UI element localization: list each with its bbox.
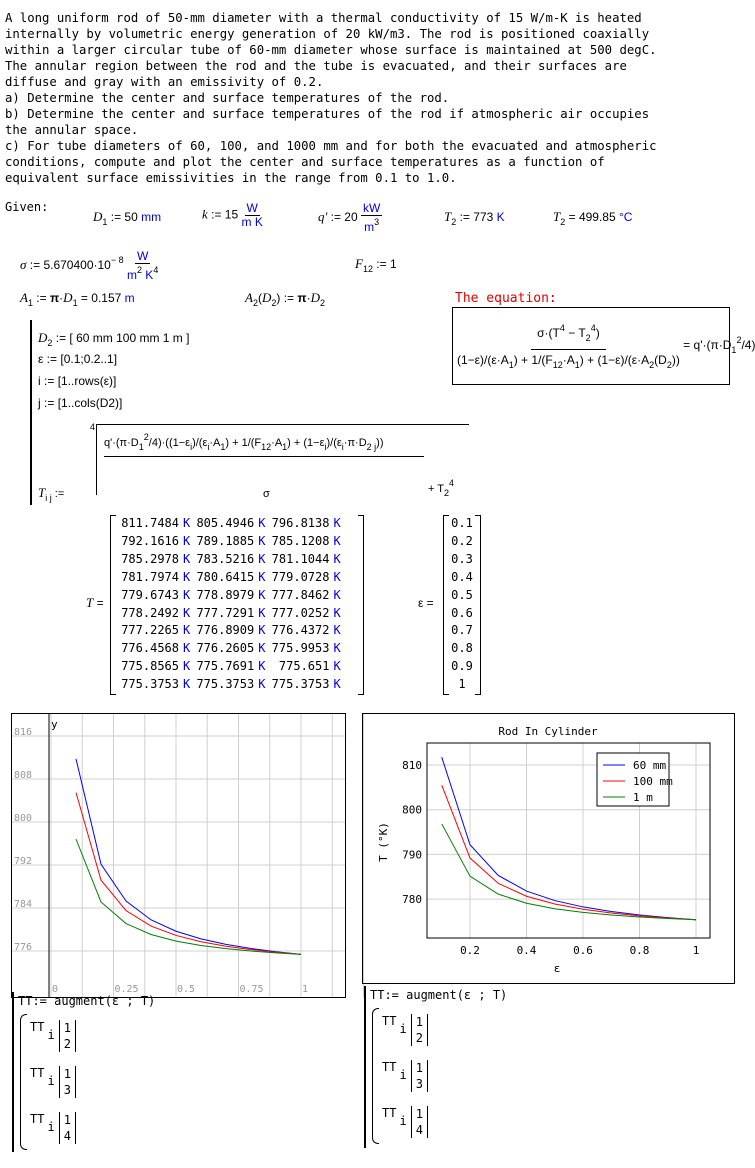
program-brace <box>20 1014 27 1150</box>
y-axis-label: y <box>51 718 58 731</box>
eps-cell: 0.6 <box>451 605 473 620</box>
problem-line: the annular space. <box>5 123 139 137</box>
index-1: 1 <box>63 1021 71 1035</box>
matrix-row <box>114 587 360 605</box>
program-brace <box>372 1008 379 1144</box>
matrix-cell: 779.0728 <box>271 569 330 584</box>
y-tick-label: 780 <box>402 893 422 907</box>
matrix-row <box>114 515 360 533</box>
series-line-2 <box>76 839 301 954</box>
matrix-cell: 781.7974 <box>121 569 179 584</box>
i-index: i <box>399 1068 407 1082</box>
unit-k: K <box>183 659 191 674</box>
problem-line: The annular region between the rod and the tube is evacuated, and their surfaces are <box>5 59 627 73</box>
x-tick-label: 0.6 <box>573 944 593 957</box>
given-f12: $F_{12}$ := 1 <box>355 256 397 274</box>
equation-label: The equation: <box>455 291 557 306</box>
unit-k: K <box>183 587 191 602</box>
augment-column-expr <box>382 1060 428 1092</box>
given-a1: $A_1$ := $\pi\cdot D_1 = 0.157$ m <box>20 290 135 308</box>
index-1: 1 <box>415 1061 423 1075</box>
x-tick-label: 0.5 <box>177 984 196 995</box>
problem-line: diffuse and gray with an emissivity of 0.2. <box>5 75 324 89</box>
problem-line: b) Determine the center and surface temperatures of the rod if atmospheric air occupies <box>5 107 650 121</box>
problem-line: a) Determine the center and surface temperatures of the rod. <box>5 91 450 105</box>
matrix-row <box>114 658 360 676</box>
matrix-row <box>114 533 360 551</box>
index-1: 1 <box>63 1067 71 1081</box>
unit-k: K <box>183 516 191 530</box>
matrix-row <box>114 605 360 623</box>
unit-k: K <box>258 605 266 620</box>
augment-column-expr <box>382 1014 428 1046</box>
unit-k: K <box>333 587 341 602</box>
matrix-cell: 780.6415 <box>196 569 255 584</box>
unit-k: K <box>258 533 266 548</box>
eps-cell: 1 <box>458 677 466 692</box>
unit-k: K <box>183 605 191 620</box>
eps-cell: 0.4 <box>451 569 473 584</box>
problem-line: equivalent surface emissivities in the range from 0.1 to 1.0. <box>5 171 457 185</box>
matrix-cell: 778.8979 <box>196 587 255 602</box>
y-tick-label: 784 <box>14 899 33 910</box>
matrix-cell: 779.6743 <box>121 587 179 602</box>
rod-in-cylinder-chart[interactable] <box>362 713 735 984</box>
given-t2-celsius: $T_2 = 499.85$ °C <box>553 209 633 227</box>
augment-block-left <box>12 992 214 1152</box>
index-2: 4 <box>63 1129 71 1143</box>
matrix-cell: 776.8909 <box>196 623 255 638</box>
matrix-cell: 776.4372 <box>271 623 330 638</box>
eps-cell: 0.5 <box>451 587 473 602</box>
equation-box: $\frac{\sigma\cdot(T^4 - T_2^4)}{(1-\varepsilon)/(\varepsilon\cdot A_1) + 1/(F_{12}\cdot A_1) + (1-\varepsilon)/(\varepsilon\cdot A_2(D_2))}$ = $q'\cdot(\pi\cdot D_1^2/4)$ <box>452 307 730 385</box>
y-tick-label: 800 <box>402 803 422 817</box>
legend-label: 100 mm <box>633 775 673 788</box>
index-vector <box>59 1112 76 1144</box>
given-sigma: σ := $5.670400\cdot 10^{- 8}$ $\frac{W}{m^2 K^4}$ <box>20 249 159 282</box>
unit-k: K <box>258 516 266 530</box>
legend-label: 1 m <box>633 791 653 804</box>
d2-vector: $D_2$ := [ 60 mm 100 mm 1 m ] <box>38 330 190 348</box>
matrix-cell: 775.3753 <box>121 677 179 692</box>
matrix-cell: 777.7291 <box>196 605 255 620</box>
j-range: j := [1..cols(D2)] <box>38 396 123 410</box>
i-range: i := [1..rows(ε)] <box>38 374 117 388</box>
chart-title: Rod In Cylinder <box>498 725 598 738</box>
index-vector <box>411 1106 428 1138</box>
eps-cell: 0.3 <box>451 551 473 566</box>
unit-k: K <box>183 569 191 584</box>
matrix-cell: 777.2265 <box>121 623 179 638</box>
unit-k: K <box>258 677 266 692</box>
index-1: 1 <box>63 1113 71 1127</box>
matrix-cell: 775.651 <box>278 659 330 674</box>
index-1: 1 <box>415 1107 423 1121</box>
tt-label: TT <box>382 1060 397 1074</box>
unit-k: K <box>258 641 266 656</box>
unit-k: K <box>333 659 341 674</box>
augment-column-expr <box>30 1112 76 1144</box>
eps-cell: 0.9 <box>451 659 473 674</box>
tt-label: TT <box>30 1112 45 1126</box>
matrix-cell: 805.4946 <box>196 516 255 530</box>
matrix-cell: 778.2492 <box>121 605 179 620</box>
matrix-cell: 783.5216 <box>196 551 255 566</box>
tt-label: TT <box>382 1014 397 1028</box>
i-index: i <box>47 1028 55 1042</box>
series-line-0 <box>76 759 301 955</box>
given-d1: $D_1$ := 50 mm <box>93 209 162 227</box>
t-matrix <box>110 515 364 695</box>
matrix-cell: 775.8565 <box>121 659 179 674</box>
matrix-cell: 775.3753 <box>271 677 330 692</box>
matrix-cell: 789.1885 <box>196 533 255 548</box>
matrix-cell: 781.1044 <box>271 551 330 566</box>
legend-label: 60 mm <box>633 759 667 772</box>
y-tick-label: 790 <box>402 848 422 862</box>
i-index: i <box>47 1074 55 1088</box>
program-block <box>30 320 32 505</box>
matrix-cell: 775.3753 <box>196 677 255 692</box>
index-2: 4 <box>415 1123 423 1137</box>
y-tick-label: 792 <box>14 856 33 867</box>
given-a2-function: $A_2(D_2)$ := $\pi\cdot D_2$ <box>245 290 325 308</box>
y-tick-label: 800 <box>14 813 33 824</box>
x-tick-label: 0.8 <box>629 944 650 957</box>
matrix-cell: 777.0252 <box>271 605 330 620</box>
matrix-cell: 776.2605 <box>196 641 255 656</box>
i-index: i <box>47 1120 55 1134</box>
quick-plot[interactable] <box>11 713 346 998</box>
unit-k: K <box>333 569 341 584</box>
matrix-cell: 811.7484 <box>121 516 179 530</box>
problem-line: A long uniform rod of 50-mm diameter with a thermal conductivity of 15 W/m-K is heated <box>5 11 642 25</box>
unit-k: K <box>258 623 266 638</box>
given-q: q' := 20 $\frac{kW}{m^3}$ <box>318 201 381 234</box>
given-label: Given: <box>5 200 49 214</box>
index-vector <box>59 1020 76 1052</box>
matrix-cell: 785.1208 <box>271 533 330 548</box>
index-1: 1 <box>415 1015 423 1029</box>
eps-range: ε := [0.1;0.2..1] <box>38 352 118 366</box>
y-tick-label: 776 <box>14 942 33 953</box>
matrix-row <box>114 640 360 658</box>
augment-line: TT:= augment(ε ; T) <box>18 994 156 1008</box>
matrix-row <box>114 551 360 569</box>
i-index: i <box>399 1022 407 1036</box>
index-2: 2 <box>415 1031 423 1045</box>
matrix-cell: 785.2978 <box>121 551 179 566</box>
x-tick-label: 0.4 <box>516 944 537 957</box>
matrix-cell: 775.7691 <box>196 659 255 674</box>
matrix-cell: 775.9953 <box>271 641 330 656</box>
augment-column-expr <box>30 1020 76 1052</box>
y-tick-label: 816 <box>14 727 33 738</box>
given-k: k := 15 $\frac{W}{\text{m K}}$ <box>202 201 263 229</box>
unit-k: K <box>258 551 266 566</box>
augment-line: TT:= augment(ε ; T) <box>370 988 508 1002</box>
matrix-row <box>114 622 360 640</box>
index-2: 3 <box>415 1077 423 1091</box>
x-tick-label: 1 <box>692 944 700 957</box>
matrix-row <box>114 676 360 694</box>
matrix-row <box>114 569 360 587</box>
eps-vector <box>443 515 481 695</box>
y-tick-label: 810 <box>402 759 422 772</box>
x-tick-label: 0.75 <box>239 984 264 995</box>
matrix-cell: 777.8462 <box>271 587 330 602</box>
unit-k: K <box>183 533 191 548</box>
tt-label: TT <box>382 1106 397 1120</box>
matrix-cell: 792.1616 <box>121 533 179 548</box>
unit-k: K <box>333 516 341 530</box>
eps-cell: 0.7 <box>451 623 473 638</box>
unit-k: K <box>333 551 341 566</box>
unit-k: K <box>333 623 341 638</box>
problem-line: internally by volumetric energy generation of 20 kW/m3. The rod is positioned coaxially <box>5 27 650 41</box>
eps-cell: 0.8 <box>451 641 473 656</box>
t-matrix-label: T = <box>86 595 104 610</box>
y-tick-label: 808 <box>14 770 33 781</box>
x-tick-label: 1 <box>302 984 309 995</box>
augment-column-expr <box>382 1106 428 1138</box>
problem-statement <box>5 10 657 186</box>
given-t2: $T_2$ := 773 K <box>444 209 505 227</box>
unit-k: K <box>258 659 266 674</box>
problem-line: conditions, compute and plot the center and surface temperatures as a function of <box>5 155 605 169</box>
eps-vector-label: ε = <box>418 596 434 610</box>
tt-label: TT <box>30 1066 45 1080</box>
index-vector <box>59 1066 76 1098</box>
series-line-2 <box>442 824 696 920</box>
unit-k: K <box>183 677 191 692</box>
unit-k: K <box>183 641 191 656</box>
y-axis-label: T (°K) <box>377 822 390 862</box>
index-2: 2 <box>63 1037 71 1051</box>
unit-k: K <box>333 533 341 548</box>
x-tick-label: 0 <box>52 984 59 995</box>
problem-line: c) For tube diameters of 60, 100, and 1000 mm and for both the evacuated and atmospheric <box>5 139 657 153</box>
matrix-cell: 796.8138 <box>271 516 330 530</box>
unit-k: K <box>183 623 191 638</box>
unit-k: K <box>333 677 341 692</box>
unit-k: K <box>333 641 341 656</box>
index-vector <box>411 1014 428 1046</box>
series-line-1 <box>76 792 301 954</box>
i-index: i <box>399 1114 407 1128</box>
augment-block-right <box>364 986 566 1148</box>
unit-k: K <box>333 605 341 620</box>
problem-line: within a larger circular tube of 60-mm diameter whose surface is maintained at 500 degC. <box>5 43 657 57</box>
eps-cell: 0.2 <box>451 533 473 548</box>
unit-k: K <box>183 551 191 566</box>
unit-k: K <box>258 569 266 584</box>
eps-cell: 0.1 <box>451 516 473 530</box>
index-vector <box>411 1060 428 1092</box>
x-tick-label: 0.25 <box>114 984 139 995</box>
x-tick-label: 0.2 <box>460 944 480 957</box>
index-2: 3 <box>63 1083 71 1097</box>
x-axis-label: ε <box>553 962 561 975</box>
unit-k: K <box>258 587 266 602</box>
augment-column-expr <box>30 1066 76 1098</box>
tt-label: TT <box>30 1020 45 1034</box>
matrix-cell: 776.4568 <box>121 641 179 656</box>
